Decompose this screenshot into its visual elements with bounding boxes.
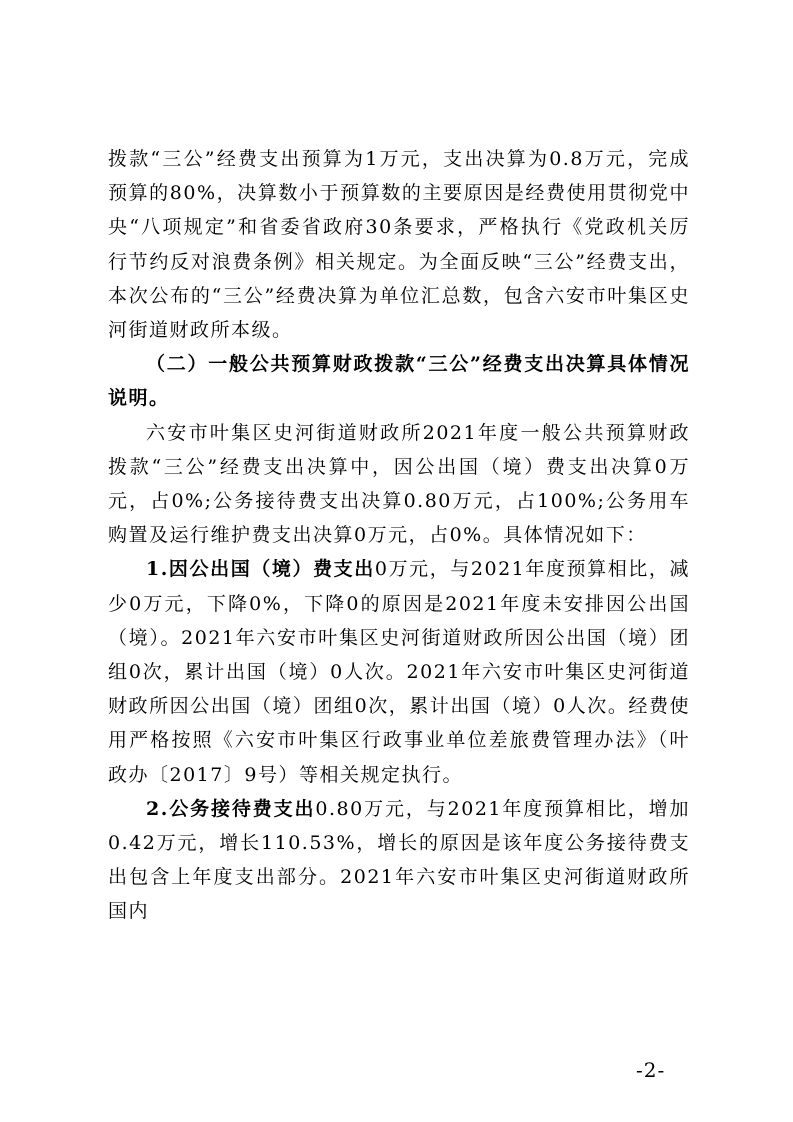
paragraph-3-text: 六安市叶集区史河街道财政所2021年度一般公共预算财政拨款“三公”经费支出决算中，因公出国（境）费支出决算0万元，占0%;公务接待费支出决算0.80万元，占100%;公务用车购置及运行维护费支出决算0万元，占0%。具体情况如下： [108, 421, 690, 547]
section-heading [108, 347, 690, 415]
paragraph-1 [108, 142, 690, 347]
paragraph-1-text: 拨款“三公”经费支出预算为1万元，支出决算为0.8万元，完成预算的80%，决算数小于预算数的主要原因是经费使用贯彻党中央“八项规定”和省委省政府30条要求，严格执行《党政机关厉行节约反对浪费条例》相关规定。为全面反映“三公”经费支出，本次公布的“三公”经费决算为单位汇总数，包含六安市叶集区史河街道财政所本级。 [108, 148, 690, 342]
paragraph-4-text: 0万元，与2021年度预算相比，减少0万元，下降0%，下降0的原因是2021年度未安排因公出国（境）。2021年六安市叶集区史河街道财政所因公出国（境）团组0次，累计出国（境）0人次。2021年六安市叶集区史河街道财政所因公出国（境）团组0次，累计出国（境）0人次。经费使用严格按照《六安市叶集区行政事业单位差旅费管理办法》（叶政办〔2017〕9号）等相关规定执行。 [108, 558, 690, 786]
paragraph-5-lead: 2.公务接待费支出 [146, 797, 316, 820]
paragraph-5-text: 0.80万元，与2021年度预算相比，增加0.42万元，增长110.53%，增长的原因是该年度公务接待费支出包含上年度支出部分。2021年六安市叶集区史河街道财政所国内 [108, 797, 690, 923]
paragraph-3 [108, 416, 690, 553]
paragraph-4-lead: 1.因公出国（境）费支出 [146, 558, 375, 581]
paragraph-4 [108, 552, 690, 791]
paragraph-5 [108, 792, 690, 929]
document-body [108, 142, 690, 929]
page-number: -2- [636, 1058, 666, 1082]
section-heading-text: （二）一般公共预算财政拨款“三公”经费支出决算具体情况说明。 [108, 353, 690, 410]
